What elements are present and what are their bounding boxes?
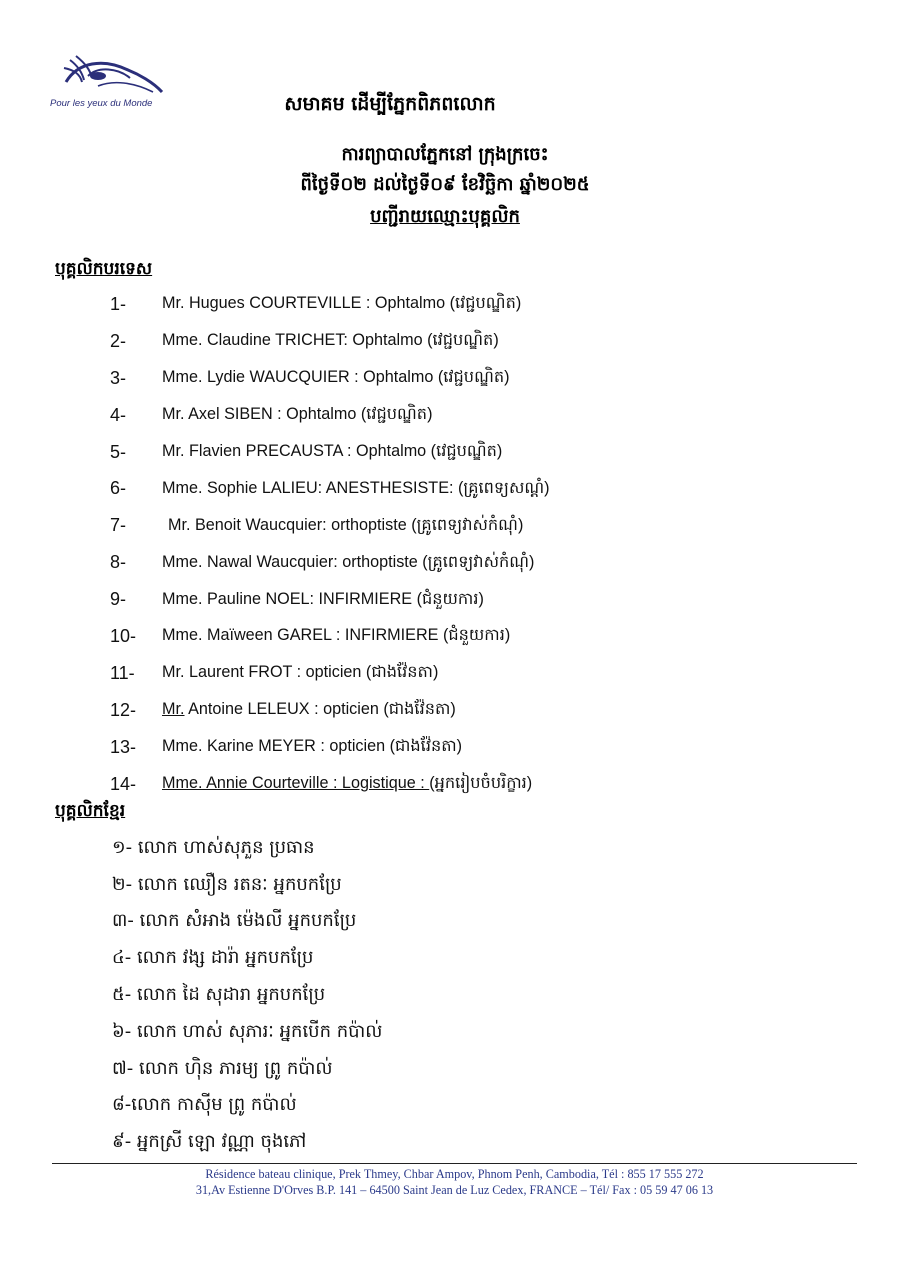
list-item: [110, 618, 870, 655]
list-item: ៧- លោក ហ៊ិន ភារម្យ ព្រូ កប៉ាល់: [112, 1057, 333, 1079]
item-prefix: Mr.: [162, 700, 185, 719]
item-text: Mr. Hugues COURTEVILLE : Ophtalmo (វេជ្ជបណ្ឌិត): [162, 294, 522, 313]
list-item: [110, 434, 870, 471]
list-item: [110, 581, 870, 618]
list-item: ៣- លោក សំអាង ម៉េងលី អ្នកបកប្រែ: [112, 910, 357, 932]
event-dates: ពីថ្ងៃទី០២ ដល់ថ្ងៃទី០៩ ខែវិច្ឆិកា ឆ្នាំ២០២៥: [300, 174, 590, 195]
footer-address-cambodia: Résidence bateau clinique, Prek Thmey, Chbar Ampov, Phnom Penh, Cambodia, Tél : 855 17 555 272: [205, 1167, 704, 1181]
event-title: ការព្យាបាលភ្នែកនៅ ក្រុងក្រចេះ: [341, 144, 549, 165]
item-number: 9-: [110, 589, 127, 610]
list-item: [110, 729, 870, 766]
item-text-wrapper: [162, 698, 456, 722]
list-item: [110, 766, 870, 803]
list-item: [110, 470, 870, 507]
item-number: 13-: [110, 736, 137, 757]
item-number: 3-: [110, 367, 127, 388]
list-item: ៩- អ្នកស្រី ឡោ វណ្ណា ចុងភៅ: [112, 1131, 307, 1153]
khmer-staff-list: [112, 830, 812, 1161]
list-item: ៨-លោក កាស៊ីម ព្រូ កប៉ាល់: [112, 1094, 297, 1116]
item-number: 11-: [110, 662, 135, 683]
list-title: បញ្ជីរាយឈ្មោះបុគ្គលិក: [370, 206, 520, 227]
list-item: [110, 544, 870, 581]
list-item: [110, 655, 870, 692]
item-text: Mme. Nawal Waucquier: orthoptiste (គ្រូពេទ្យវាស់កំណុំ): [162, 552, 535, 571]
list-item: [110, 397, 870, 434]
khmer-staff-heading: បុគ្គលិកខ្មែរ: [55, 801, 126, 821]
item-text: Mr. Laurent FROT : opticien (ជាងវ៉ែនតា): [162, 663, 439, 682]
list-item: ២- លោក ឈឿន រតនៈ អ្នកបកប្រែ: [112, 873, 342, 895]
footer-address-france: 31,Av Estienne D'Orves B.P. 141 – 64500 Saint Jean de Luz Cedex, FRANCE – Tél/ Fax : 05 59 47 06 13: [195, 1183, 714, 1197]
item-text-wrapper: [162, 772, 532, 796]
item-prefix: Mme. Annie Courteville : Logistique :: [162, 774, 430, 793]
item-number: 4-: [110, 404, 127, 425]
item-number: 10-: [110, 625, 137, 646]
footer-divider: [52, 1163, 857, 1164]
item-number: 14-: [110, 773, 137, 794]
list-item: ៤- លោក វង្ស ដារ៉ា អ្នកបកប្រែ: [112, 947, 314, 969]
foreign-staff-list: [110, 286, 870, 802]
item-text: Mme. Maïween GAREL : INFIRMIERE (ជំនួយការ): [162, 626, 511, 645]
item-number: 2-: [110, 330, 127, 351]
list-item: ១- លោក ហាស់សុភួន ប្រធាន: [112, 836, 315, 858]
foreign-staff-heading: បុគ្គលិកបរទេស: [55, 259, 153, 279]
item-number: 7-: [110, 515, 127, 536]
list-item: ៥- លោក ដៃ សុដារា អ្នកបកប្រែ: [112, 984, 326, 1006]
organization-title: សមាគម ដើម្បីភ្នែកពិភពលោក: [284, 93, 496, 115]
list-item: [110, 507, 870, 544]
list-item: [110, 286, 870, 323]
item-number: 12-: [110, 699, 137, 720]
item-number: 8-: [110, 552, 127, 573]
item-text: Mme. Sophie LALIEU: ANESTHESISTE: (គ្រូពេទ្យសណ្តំ): [162, 478, 550, 497]
item-text: Mme. Karine MEYER : opticien (ជាងវ៉ែនតា): [162, 737, 463, 756]
list-item: [110, 323, 870, 360]
item-text: Mme. Pauline NOEL: INFIRMIERE (ជំនួយការ): [162, 589, 484, 608]
item-text: Mr. Axel SIBEN : Ophtalmo (វេជ្ជបណ្ឌិត): [162, 405, 433, 424]
item-text: Mme. Lydie WAUCQUIER : Ophtalmo (វេជ្ជបណ្ឌិត): [162, 368, 510, 387]
item-text: Mr. Flavien PRECAUSTA : Ophtalmo (វេជ្ជបណ្ឌិត): [162, 442, 503, 460]
list-item: [110, 692, 870, 729]
item-number: 1-: [110, 293, 127, 314]
item-number: 6-: [110, 478, 127, 499]
item-text: Mr. Benoit Waucquier: orthoptiste (គ្រូពេទ្យវាស់កំណុំ): [168, 515, 524, 534]
list-item: ៦- លោក ហាស់ សុភារៈ អ្នកបើក កប៉ាល់: [112, 1020, 383, 1042]
logo-text: Pour les yeux du Monde: [50, 98, 153, 109]
item-text: Mme. Claudine TRICHET: Ophtalmo (វេជ្ជបណ្ឌិត): [162, 331, 499, 350]
item-text: Antoine LELEUX : opticien (ជាងវ៉ែនតា): [184, 700, 456, 719]
list-item: [110, 360, 870, 397]
item-number: 5-: [110, 441, 127, 462]
item-text: (អ្នករៀបចំបរិក្ខារ): [429, 774, 533, 793]
